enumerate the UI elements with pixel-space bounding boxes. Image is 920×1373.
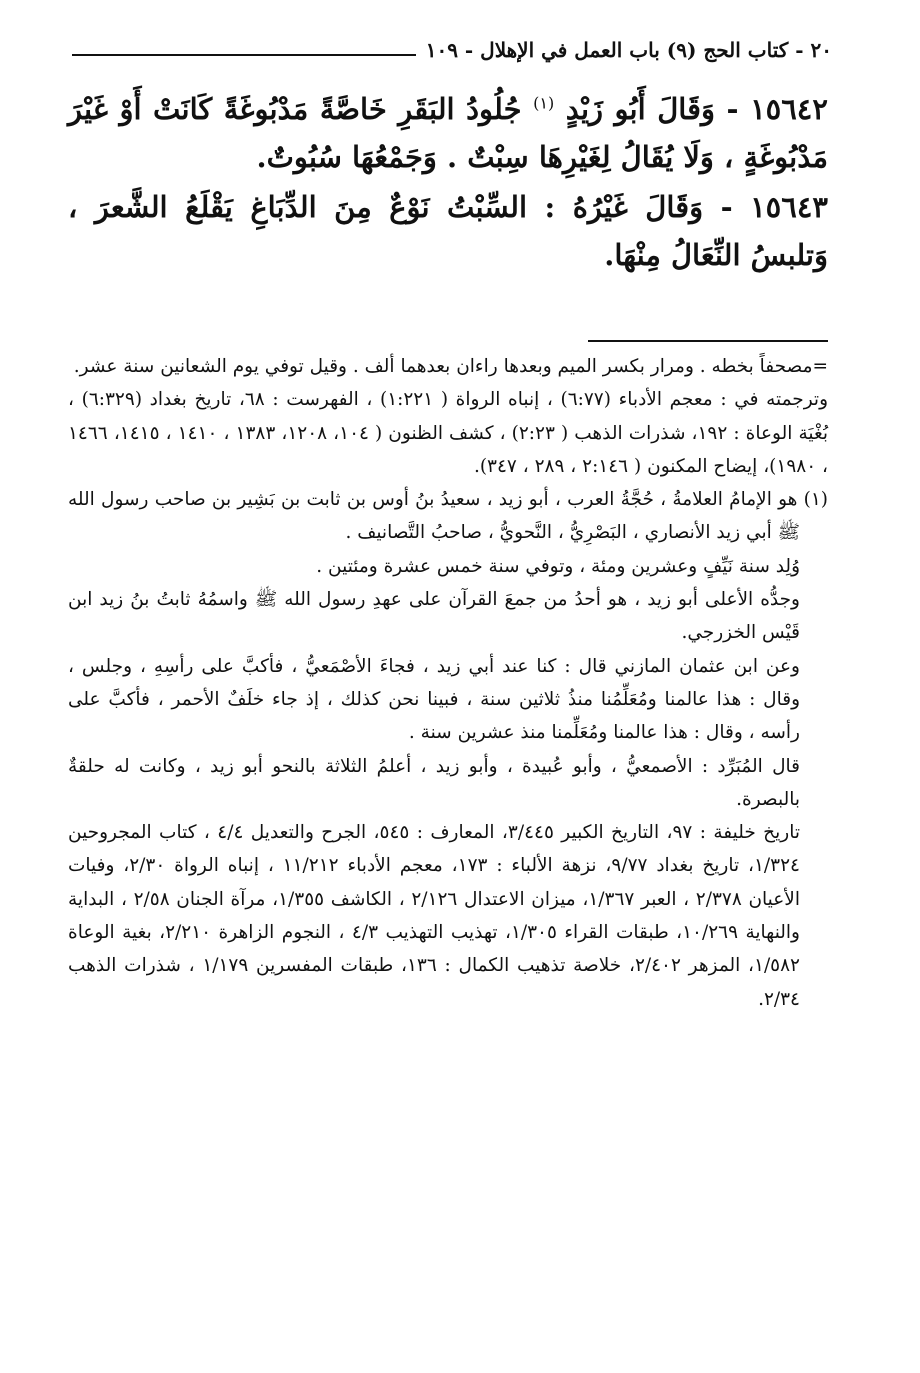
footnote-continuation-sources: وترجمته في : معجم الأدباء (٦:٧٧) ، إنباه الرواة ( ١:٢٢١) ، الفهرست : ٦٨، تاريخ بغداد (٦:٣٢٩) ، بُغْيَة الوعاة : ١٩٢، شذرات الذهب ( ٢:٢٣) ، كشف الظنون ( ١٠٤، ١٢٠٨، ١٣٨٣ ، ١٤١٠ ، ١٤١٥، ١٤٦٦ ، ١٩٨٠)، إيضاح المكنون ( ٢:١٤٦ ، ٢٨٩ ، ٣٤٧). (68, 389, 829, 477)
page-header (72, 28, 832, 64)
footnote-continuation: =مصحفاً بخطه . ومرار بكسر الميم وبعدها راءان بعدهما ألف . وقيل توفي يوم الشعانين سنة عشر. (73, 356, 828, 377)
running-header-title: ٢٠ - كتاب الحج (٩) باب العمل في الإهلال - ١٠٩ (425, 38, 832, 62)
footnote-1-paragraph: قال المُبَرِّد : الأصمعيُّ ، وأبو عُبيدة ، وأبو زيد ، أعلمُ الثلاثة بالنحو أبو زيد ، وكانت له حلقةٌ بالبصرة. (68, 755, 800, 810)
footnote-1-sources: تاريخ خليفة : ٩٧، التاريخ الكبير ٣/٤٤٥، المعارف : ٥٤٥، الجرح والتعديل ٤/٤ ، كتاب المجروحين ١/٣٢٤، تاريخ بغداد ٩/٧٧، نزهة الألباء : ١٧٣، معجم الأدباء ١١/٢١٢ ، إنباه الرواة ٢/٣٠، وفيات الأعيان ٢/٣٧٨ ، العبر ١/٣٦٧، ميزان الاعتدال ٢/١٢٦ ، الكاشف ١/٣٥٥، مرآة الجنان ٢/٥٨ ، البداية والنهاية ١٠/٢٦٩، طبقات القراء ١/٣٠٥، تهذيب التهذيب ٤/٣ ، النجوم الزاهرة ٢/٢١٠، بغية الوعاة ١/٥٨٢، المزهر ٢/٤٠٢، خلاصة تذهيب الكمال : ١٣٦، طبقات المفسرين ١/١٧٩ ، شذرات الذهب ٢/٣٤. (68, 822, 800, 1010)
footnote-separator (588, 340, 828, 342)
footnote-marker: (١) (803, 489, 828, 511)
footnote-1-paragraph: وُلِد سنة نَيِّفٍ وعشرين ومئة ، وتوفي سنة خمس عشرة ومئتين . (316, 555, 800, 577)
paragraph-15643 (68, 184, 828, 280)
footnote-reference[interactable]: (١) (533, 93, 555, 113)
footnotes (68, 350, 828, 1016)
paragraph-text: وَقَالَ أَبُو زَيْدٍ (565, 92, 715, 126)
paragraph-15642 (68, 86, 828, 182)
footnote-1-paragraph: وعن ابن عثمان المازني قال : كنا عند أبي زيد ، فجاءَ الأصْمَعيُّ ، فأكبَّ على رأسِهِ ، وجلس ، وقال : هذا عالمنا ومُعَلِّمُنا منذُ ثلاثين سنة ، فبينا نحن كذلك ، إذ جاء خلَفٌ الأحمر ، فأكبَّ على رأسه ، وقال : هذا عالمنا ومُعَلِّمنا منذ عشرين سنة . (68, 655, 800, 744)
footnote-text: هو الإمامُ العلامةُ ، حُجَّةُ العرب ، أبو زيد ، سعيدُ بنُ أوس بن ثابت بن بَشِير بن صاحب رسول الله ﷺ أبي زيد الأنصاري ، البَصْرِيُّ ، النَّحويُّ ، صاحبُ التَّصانيف . (68, 489, 800, 544)
footnote-1-paragraph: وجدُّه الأعلى أبو زيد ، هو أحدُ من جمعَ القرآن على عهدِ رسول الله ﷺ واسمُهُ ثابتُ بنُ زيد ابن قَيْس الخزرجي. (68, 589, 800, 644)
paragraph-text: وَقَالَ غَيْرُهُ : السِّبْتُ نَوْعٌ مِنَ الدِّبَاغِ يَقْلَعُ الشَّعرَ ، وَتلبسُ النِّعَالُ مِنْهَا. (68, 189, 828, 272)
paragraph-number: ١٥٦٤٣ - (720, 189, 828, 224)
main-text (68, 86, 828, 281)
header-rule (72, 54, 416, 56)
footnote-1 (68, 483, 828, 550)
paragraph-text: جُلُودُ البَقَرِ خَاصَّةً مَدْبُوغَةً كَانَتْ أَوْ غَيْرَ مَدْبُوغَةٍ ، وَلَا يُقَالُ لِغَيْرِهَا سِبْتٌ . وَجَمْعُهَا سُبُوتٌ. (68, 92, 828, 174)
paragraph-number: ١٥٦٤٢ - (726, 92, 828, 126)
